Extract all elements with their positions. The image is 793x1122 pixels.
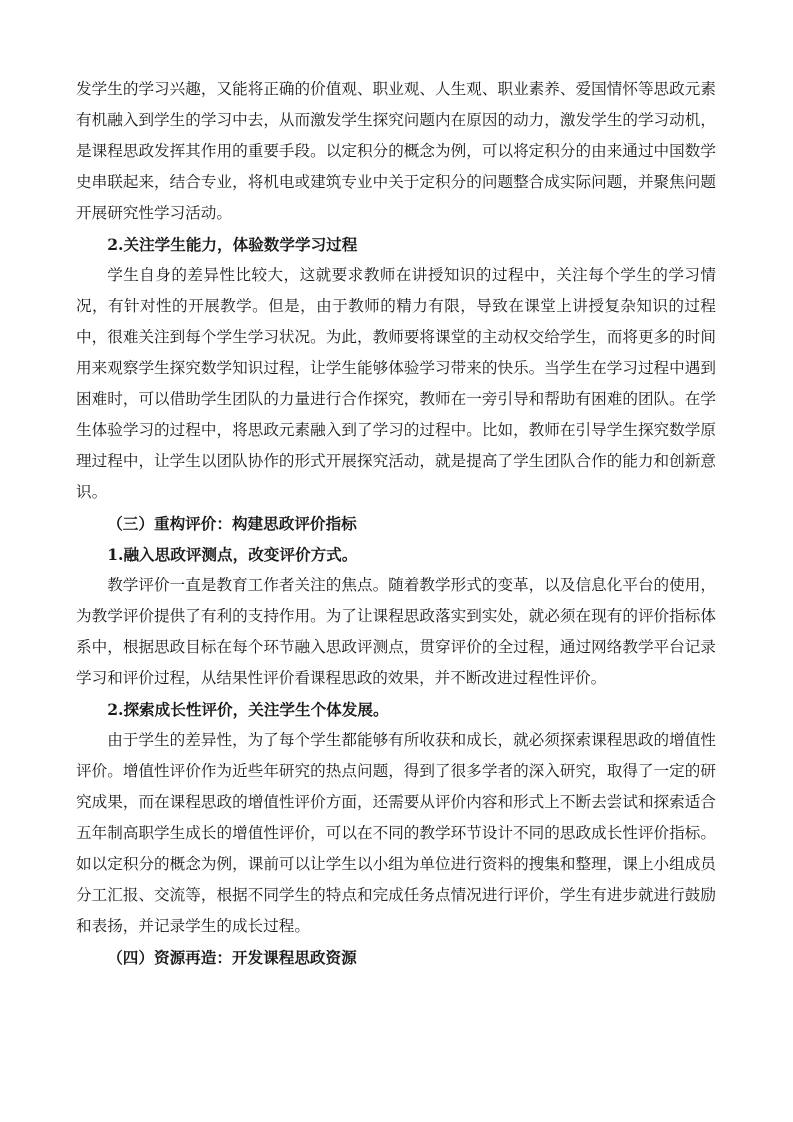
paragraph-student-ability: 学生自身的差异性比较大，这就要求教师在讲授知识的过程中，关注每个学生的学习情况，有针对性的开展教学。但是，由于教师的精力有限，导致在课堂上讲授复杂知识的过程中，很难关注到每个学生学习状况。为此，教师要将课堂的主动权交给学生，而将更多的时间用来观察学生探究数学知识过程，让学生能够体验学习带来的快乐。当学生在学习过程中遇到困难时，可以借助学生团队的力量进行合作探究，教师在一旁引导和帮助有困难的团队。在学生体验学习的过程中，将思政元素融入到了学习的过程中。比如，教师在引导学生探究数学原理过程中，让学生以团队协作的形式开展探究活动，就是提高了学生团队合作的能力和创新意识。 <box>76 266 716 501</box>
paragraph-evaluation-points: 教学评价一直是教育工作者关注的焦点。随着教学形式的变革，以及信息化平台的使用，为教学评价提供了有利的支持作用。为了让课程思政落实到实处，就必须在现有的评价指标体系中，根据思政目标在每个环节融入思政评测点，贯穿评价的全过程，通过网络教学平台记录学习和评价过程，从结果性评价看课程思政的效果，并不断改进过程性评价。 <box>76 576 716 687</box>
paragraph-continuation: 发学生的学习兴趣，又能将正确的价值观、职业观、人生观、职业素养、爱国情怀等思政元素有机融入到学生的学习中去，从而激发学生探究问题内在原因的动力，激发学生的学习动机，是课程思政发挥其作用的重要手段。以定积分的概念为例，可以将定积分的由来通过中国数学史串联起来，结合专业，将机电或建筑专业中关于定积分的问题整合成实际问题，并聚焦问题开展研究性学习活动。 <box>76 80 716 222</box>
section-heading-resources: （四）资源再造：开发课程思政资源 <box>107 948 357 967</box>
paragraph-growth-evaluation: 由于学生的差异性，为了每个学生都能够有所收获和成长，就必须探索课程思政的增值性评价。增值性评价作为近些年研究的热点问题，得到了很多学者的深入研究，取得了一定的研究成果，而在课程思政的增值性评价方面，还需要从评价内容和形式上不断去尝试和探索适合五年制高职学生成长的增值性评价，可以在不同的教学环节设计不同的思政成长性评价指标。如以定积分的概念为例，课前可以让学生以小组为单位进行资料的搜集和整理，课上小组成员分工汇报、交流等，根据不同学生的特点和完成任务点情况进行评价，学生有进步就进行鼓励和表扬，并记录学生的成长过程。 <box>76 731 716 935</box>
subheading-evaluation-points: 1.融入思政评测点，改变评价方式。 <box>107 545 358 564</box>
subheading-growth-evaluation: 2.探索成长性评价，关注学生个体发展。 <box>107 700 389 719</box>
subheading-student-ability: 2.关注学生能力，体验数学学习过程 <box>107 235 358 254</box>
section-heading-evaluation: （三）重构评价：构建思政评价指标 <box>107 514 357 533</box>
document-page <box>76 74 716 973</box>
